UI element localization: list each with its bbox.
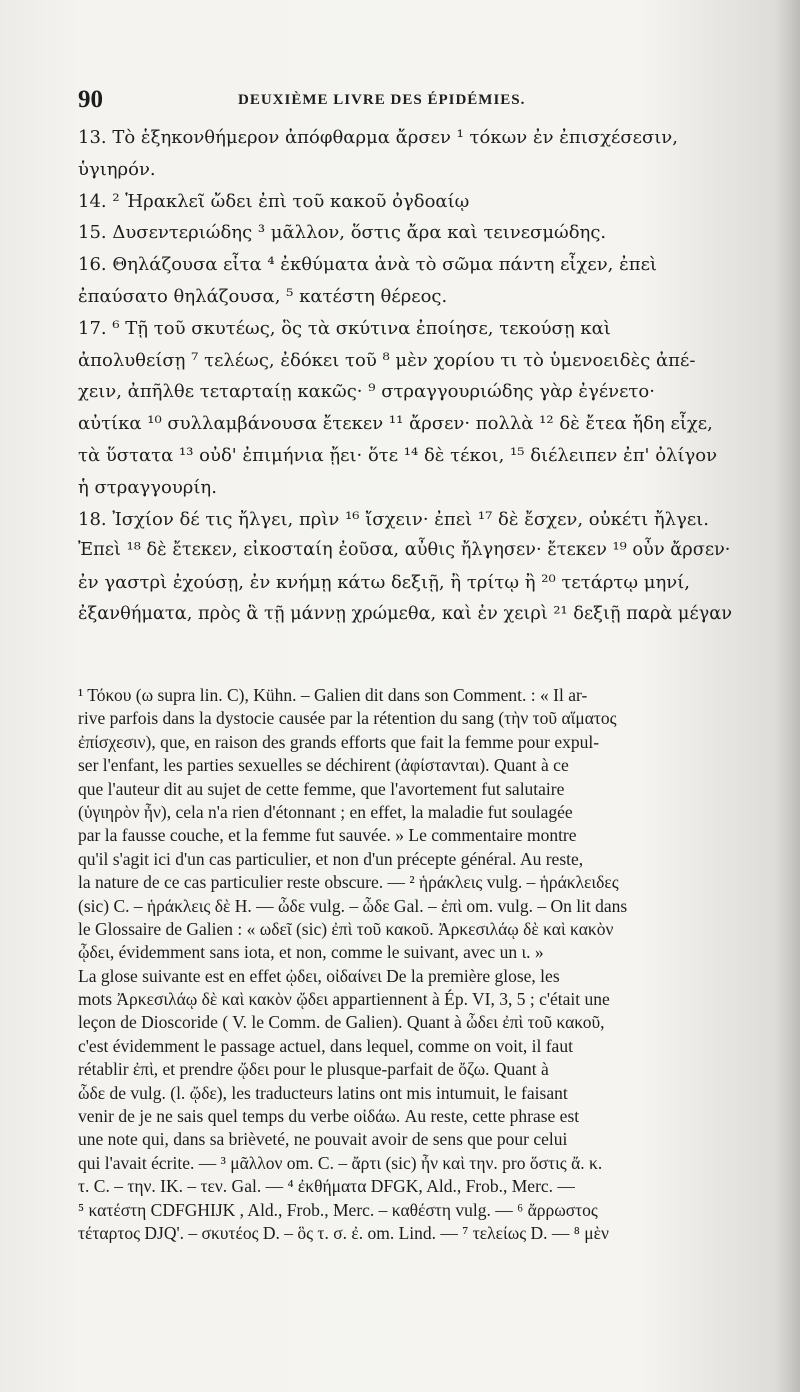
page-header [78,86,718,116]
text-line: ὑγιηρόν. [78,158,156,180]
note-line: (ὑγιηρὸν ἦν), cela n'a rien d'étonnant ; en effet, la maladie fut soulagée [78,801,573,822]
text-line: 18. Ἰσχίον δέ τις ἤλγει, πρὶν ¹⁶ ἴσχειν· ἐπεὶ ¹⁷ δὲ ἔσχεν, οὐκέτι ἤλγει. [78,508,709,530]
text-line: ἐπαύσατο θηλάζουσα, ⁵ κατέστη θέρεος. [78,285,448,307]
text-line: 13. Τὸ ἑξηκονθήμερον ἀπόφθαρμα ἄρσεν ¹ τόκων ἐν ἐπισχέσεσιν, [78,127,678,148]
note-line: qui l'avait écrite. — ³ μᾶλλον om. C. – ἄρτι (sic) ἦν καὶ την. pro ὅστις ἄ. κ. [78,1152,603,1173]
note-line: ser l'enfant, les parties sexuelles se déchirent (ἀφίστανται). Quant à ce [78,755,569,776]
note-line: la nature de ce cas particulier reste obscure. — ² ἡράκλεις vulg. – ἡράκλειδες [78,872,619,893]
text-line: ἐν γαστρὶ ἐχούσῃ, ἐν κνήμῃ κάτω δεξιῇ, ἢ τρίτῳ ἢ ²⁰ τετάρτῳ μηνί, [78,572,690,594]
note-line: une note qui, dans sa brièveté, ne pouvait avoir de sens que pour celui [78,1129,568,1150]
note-line: le Glossaire de Galien : « ωδεῖ (sic) ἐπὶ τοῦ κακοῦ. Ἀρκεσιλάῳ δὲ καὶ κακὸν [78,918,614,939]
note-line: rétablir ἐπὶ, et prendre ᾤδει pour le plusque-parfait de ὄζω. Quant à [78,1059,549,1080]
note-line: qu'il s'agit ici d'un cas particulier, et non d'un précepte général. Au reste, [78,848,584,869]
note-line: par la fausse couche, et la femme fut sauvée. » Le commentaire montre [78,825,577,846]
note-line: que l'auteur dit au sujet de cette femme, que l'avortement fut salutaire [78,778,565,799]
note-line: ¹ Τόκου (ω supra lin. C), Kühn. – Galien dit dans son Comment. : « Il ar- [78,685,588,705]
text-line: τὰ ὕστατα ¹³ οὐδ' ἐπιμήνια ᾔει· ὅτε ¹⁴ δὲ τέκοι, ¹⁵ διέλειπεν ἐπ' ὀλίγον [78,444,718,466]
note-line: rive parfois dans la dystocie causée par la rétention du sang (τὴν τοῦ αἵματος [78,708,617,729]
note-line: (sic) C. – ἡράκλεις δὲ H. — ὦδε vulg. – ὧδε Gal. – ἐπὶ om. vulg. – On lit dans [78,895,628,916]
page-number: 90 [78,86,103,113]
note-line: c'est évidemment le passage actuel, dans lequel, comme on voit, il faut [78,1035,573,1056]
text-line: ἡ στραγγουρίη. [78,476,217,498]
text-line: 17. ⁶ Τῇ τοῦ σκυτέως, ὃς τὰ σκύτινα ἐποίησε, τεκούσῃ καὶ [78,317,611,339]
footnotes [78,684,738,1245]
note-line: ᾦδει, évidemment sans iota, et non, comme le suivant, avec un ι. » [78,942,544,963]
note-line: leçon de Dioscoride ( V. le Comm. de Galien). Quant à ὦδει ἐπὶ τοῦ κακοῦ, [78,1012,605,1033]
running-head: DEUXIÈME LIVRE DES ÉPIDÉMIES. [238,92,526,108]
text-line: Ἐπεὶ ¹⁸ δὲ ἔτεκεν, εἰκοσταίη ἐοῦσα, αὖθις ἤλγησεν· ἔτεκεν ¹⁹ οὖν ἄρσεν· [78,540,731,561]
text-line: ἀπολυθείσῃ ⁷ τελέως, ἐδόκει τοῦ ⁸ μὲν χορίου τι τὸ ὑμενοειδὲς ἀπέ- [78,349,696,371]
note-line: τέταρτος DJQ'. – σκυτέος D. – ὃς τ. σ. ἐ. om. Lind. — ⁷ τελείως D. — ⁸ μὲν [78,1222,609,1243]
text-line: ἐξανθήματα, πρὸς ἃ τῇ μάννῃ χρώμεθα, καὶ ἐν χειρὶ ²¹ δεξιῇ παρὰ μέγαν [78,603,733,624]
note-line: ἐπίσχεσιν), que, en raison des grands efforts que fait la femme pour expul- [78,731,600,752]
text-line: 16. Θηλάζουσα εἶτα ⁴ ἐκθύματα ἀνὰ τὸ σῶμα πάντη εἶχεν, ἐπεὶ [78,254,657,276]
note-line: venir de je ne sais quel temps du verbe οἰδάω. Au reste, cette phrase est [78,1106,580,1127]
note-line: mots Ἀρκεσιλάῳ δὲ καὶ κακὸν ᾤδει appartiennent à Ép. VI, 3, 5 ; c'était une [78,989,610,1010]
note-line: La glose suivante est en effet ᾠδει, οἰδαίνει De la première glose, les [78,965,560,986]
text-line: χειν, ἀπῆλθε τεταρταίῃ κακῶς· ⁹ στραγγουριώδης γὰρ ἐγένετο· [78,381,655,403]
note-line: τ. C. – την. IK. – τεν. Gal. — ⁴ ἐκθήματα DFGK, Ald., Frob., Merc. — [78,1176,575,1197]
note-line: ὧδε de vulg. (l. ᾤδε), les traducteurs latins ont mis intumuit, le faisant [78,1082,568,1103]
text-line: 15. Δυσεντεριώδης ³ μᾶλλον, ὅστις ἄρα καὶ τεινεσμώδης. [78,222,607,244]
note-line: ⁵ κατέστη CDFGHIJK , Ald., Frob., Merc. – καθέστη vulg. — ⁶ ἄρρωστος [78,1199,598,1220]
text-line: 14. ² Ἡρακλεῖ ὤδει ἐπὶ τοῦ κακοῦ ὀγδοαίῳ [78,190,470,212]
main-text [78,122,738,631]
text-line: αὐτίκα ¹⁰ συλλαμβάνουσα ἔτεκεν ¹¹ ἄρσεν· πολλὰ ¹² δὲ ἔτεα ἤδη εἶχε, [78,413,713,435]
